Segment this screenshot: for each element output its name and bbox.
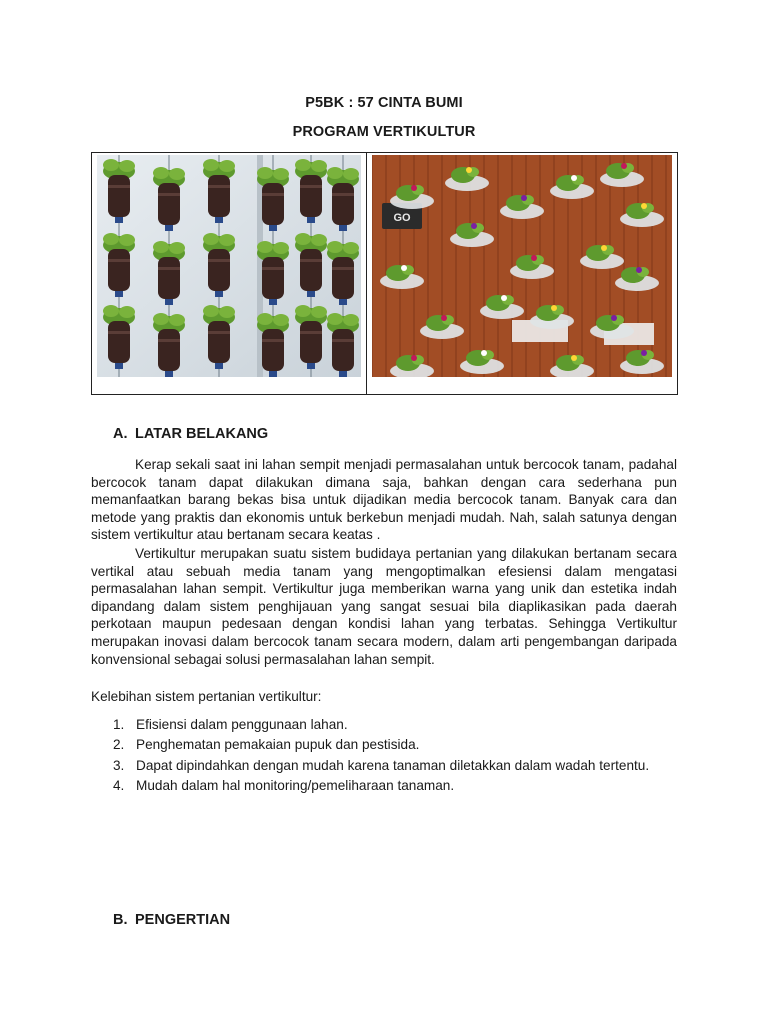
hanging-bottles-illustration xyxy=(97,155,361,377)
list-item xyxy=(113,757,677,775)
document-title: P5BK : 57 CINTA BUMI xyxy=(305,95,463,111)
section-b-heading xyxy=(113,912,230,928)
list-item-number: 4. xyxy=(113,777,125,793)
vertical-garden-photo-left xyxy=(97,155,361,377)
section-b-title: PENGERTIAN xyxy=(135,912,231,928)
list-item-number: 2. xyxy=(113,737,125,753)
list-item-text: Penghematan pemakaian pupuk dan pestisida. xyxy=(136,737,420,753)
list-item-text: Mudah dalam hal monitoring/pemeliharaan tanaman. xyxy=(136,777,455,793)
benefits-list xyxy=(113,716,677,797)
list-item xyxy=(113,736,677,754)
paragraph-2-text: Vertikultur merupakan suatu sistem budidaya pertanian yang dilakukan bertanam secara vertikal atau sebuah media tanam yang mengoptimalkan efesiensi dalam mengatasi permasalahan lahan sempit. Vertikultur juga memberikan warna yang unik dan estetika indah dipandang dalam sistem penghijauan yang sangat sesuai bila diaplikasikan pada daerah perkotaan maupun pedesaan dengan kondisi lahan yang terbatas. Sehingga Vertikultur merupakan inovasi dalam bercocok tanam secara modern, dalam arti pengembangan daripada konvensional sebagai solusi permasalahan lahan sempit. xyxy=(91,546,677,667)
background-paragraph-1 xyxy=(91,456,677,544)
list-item-number: 3. xyxy=(113,757,125,773)
wall-sign-text: GO xyxy=(393,212,411,224)
section-a-heading xyxy=(113,426,268,442)
list-item xyxy=(113,777,677,795)
paragraph-1-text: Kerap sekali saat ini lahan sempit menjadi permasalahan untuk bercocok tanam, padahal bercocok tanam dapat dilakukan dimana saja, bahkan dengan cara sederhana pun memanfaatkan barang bekas bisa untuk dijadikan media bercocok tanam. Banyak cara dan metode yang praktis dan ekonomis untuk berkebun menjadi mudah. Nah, salah satunya dengan sistem vertikultur atau bertanam secara keatas . xyxy=(91,457,677,543)
section-a-letter: A. xyxy=(113,426,128,442)
section-b-letter: B. xyxy=(113,912,128,928)
list-item xyxy=(113,716,677,734)
image-table-divider xyxy=(366,152,367,395)
document-subtitle: PROGRAM VERTIKULTUR xyxy=(292,124,476,140)
background-paragraph-2 xyxy=(91,545,677,668)
list-item-text: Dapat dipindahkan dengan mudah karena tanaman diletakkan dalam wadah tertentu. xyxy=(136,757,650,773)
list-item-number: 1. xyxy=(113,717,125,732)
vertical-garden-photo-right xyxy=(372,155,672,377)
section-a-title: LATAR BELAKANG xyxy=(135,426,269,442)
list-item-text: Efisiensi dalam penggunaan lahan. xyxy=(136,717,348,732)
benefits-intro: Kelebihan sistem pertanian vertikultur: xyxy=(91,689,322,704)
wall-bottles-illustration xyxy=(372,155,672,377)
